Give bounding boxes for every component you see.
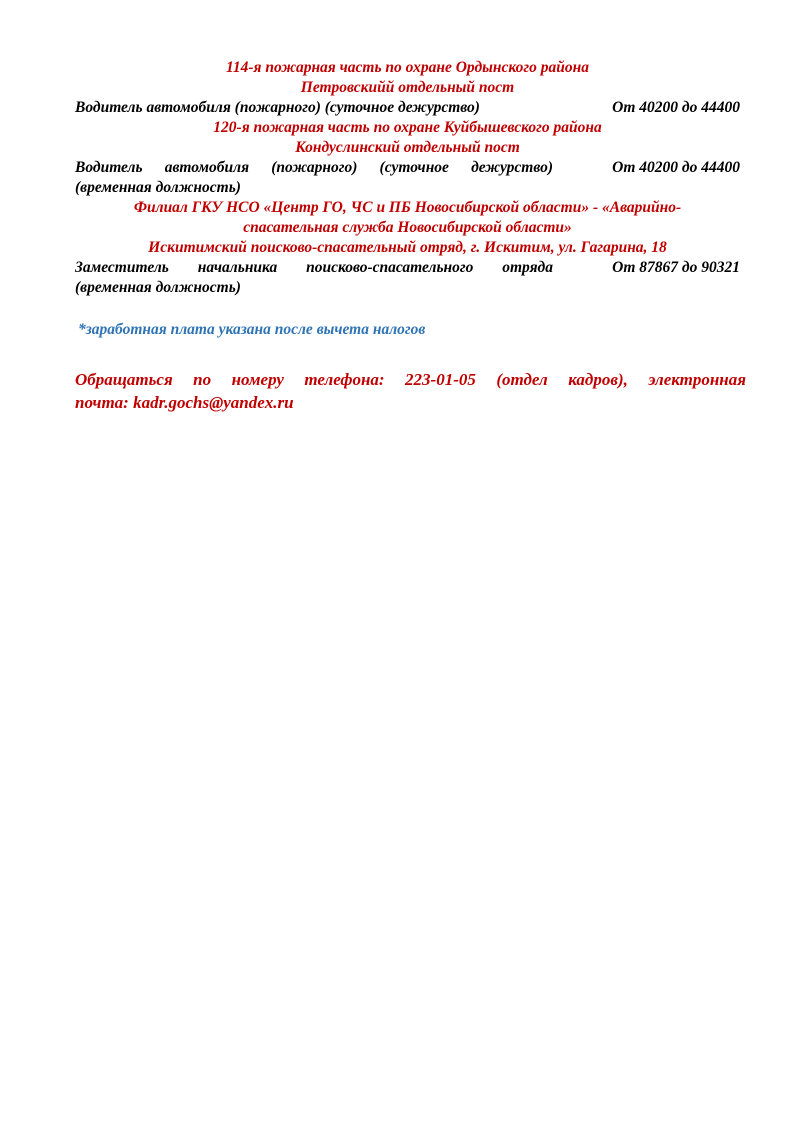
section-subheading: Искитимский поисково-спасательный отряд, г. Искитим, ул. Гагарина, 18 <box>148 239 667 256</box>
section-subheading: Петровскийй отдельный пост <box>300 79 515 96</box>
section-heading: Филиал ГКУ НСО «Центр ГО, ЧС и ПБ Новосибирской области» - «Аварийно- <box>133 199 682 216</box>
vacancy-section-kuibyshevsky <box>75 118 740 198</box>
vacancy-row <box>75 98 740 118</box>
section-heading: 120-я пожарная часть по охране Куйбышевского района <box>213 119 602 136</box>
position-note: (временная должность) <box>75 279 241 296</box>
salary-range: От 40200 до 44400 <box>612 159 740 176</box>
section-heading-continuation: спасательная служба Новосибирской области» <box>243 219 572 236</box>
position-title: Водитель автомобиля (пожарного) (суточное дежурство) <box>75 99 480 116</box>
contact-email-line: почта: kadr.gochs@yandex.ru <box>75 393 294 412</box>
salary-footnote: *заработная плата указана после вычета налогов <box>78 321 426 338</box>
salary-range: От 40200 до 44400 <box>612 99 740 116</box>
section-heading: 114-я пожарная часть по охране Ордынского района <box>225 59 589 76</box>
section-subheading: Кондуслинский отдельный пост <box>295 139 520 156</box>
position-title: Водитель автомобиля (пожарного) (суточное дежурство) <box>75 159 553 176</box>
position-title: Заместитель начальника поисково-спасательного отряда <box>75 259 553 276</box>
position-note: (временная должность) <box>75 179 241 196</box>
contact-info <box>75 368 746 414</box>
vacancy-row <box>75 258 740 278</box>
vacancy-row <box>75 158 740 178</box>
contact-phone-line: Обращаться по номеру телефона: 223-01-05 (отдел кадров), электронная <box>75 370 746 389</box>
salary-range: От 87867 до 90321 <box>612 259 740 276</box>
vacancy-section-ordynsky <box>75 58 740 118</box>
vacancy-section-iskitim <box>75 198 740 298</box>
